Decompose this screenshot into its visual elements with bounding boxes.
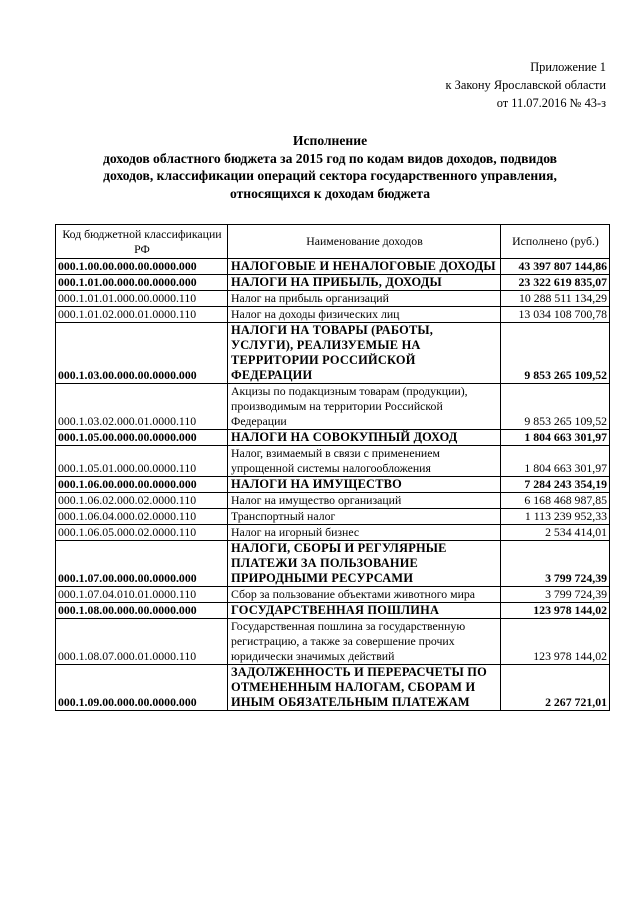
budget-code-cell: 000.1.06.02.000.02.0000.110 xyxy=(56,493,228,509)
table-row xyxy=(56,430,610,446)
revenue-name-cell: Налог, взимаемый в связи с применением упрощенной системы налогообложения xyxy=(228,446,501,477)
amount-cell: 1 804 663 301,97 xyxy=(501,446,610,477)
table-row xyxy=(56,446,610,477)
revenue-name-cell: Налог на имущество организаций xyxy=(228,493,501,509)
budget-code-cell: 000.1.01.00.000.00.0000.000 xyxy=(56,275,228,291)
amount-cell: 3 799 724,39 xyxy=(501,541,610,587)
amount-cell: 123 978 144,02 xyxy=(501,619,610,665)
appendix-line-2: к Закону Ярославской области xyxy=(445,78,606,92)
table-row xyxy=(56,384,610,430)
amount-cell: 9 853 265 109,52 xyxy=(501,323,610,384)
revenue-name-cell: Сбор за пользование объектами животного мира xyxy=(228,587,501,603)
revenue-name-cell: НАЛОГИ НА СОВОКУПНЫЙ ДОХОД xyxy=(228,430,501,446)
amount-cell: 10 288 511 134,29 xyxy=(501,291,610,307)
header-name: Наименование доходов xyxy=(228,225,501,259)
table-row xyxy=(56,307,610,323)
amount-cell: 3 799 724,39 xyxy=(501,587,610,603)
revenue-name-cell: НАЛОГИ, СБОРЫ И РЕГУЛЯРНЫЕ ПЛАТЕЖИ ЗА ПОЛЬЗОВАНИЕ ПРИРОДНЫМИ РЕСУРСАМИ xyxy=(228,541,501,587)
budget-code-cell: 000.1.05.01.000.00.0000.110 xyxy=(56,446,228,477)
revenue-table xyxy=(55,224,610,711)
amount-cell: 13 034 108 700,78 xyxy=(501,307,610,323)
table-row xyxy=(56,525,610,541)
revenue-name-cell: НАЛОГОВЫЕ И НЕНАЛОГОВЫЕ ДОХОДЫ xyxy=(228,259,501,275)
revenue-name-cell: Налог на игорный бизнес xyxy=(228,525,501,541)
budget-code-cell: 000.1.05.00.000.00.0000.000 xyxy=(56,430,228,446)
budget-code-cell: 000.1.06.04.000.02.0000.110 xyxy=(56,509,228,525)
table-row xyxy=(56,509,610,525)
budget-code-cell: 000.1.01.02.000.01.0000.110 xyxy=(56,307,228,323)
revenue-name-cell: НАЛОГИ НА ТОВАРЫ (РАБОТЫ, УСЛУГИ), РЕАЛИЗУЕМЫЕ НА ТЕРРИТОРИИ РОССИЙСКОЙ ФЕДЕРАЦИИ xyxy=(228,323,501,384)
budget-code-cell: 000.1.08.00.000.00.0000.000 xyxy=(56,603,228,619)
table-row xyxy=(56,665,610,711)
revenue-name-cell: Государственная пошлина за государственную регистрацию, а также за совершение прочих юридически значимых действий xyxy=(228,619,501,665)
table-row xyxy=(56,323,610,384)
budget-code-cell: 000.1.07.04.010.01.0000.110 xyxy=(56,587,228,603)
revenue-name-cell: Налог на доходы физических лиц xyxy=(228,307,501,323)
budget-code-cell: 000.1.08.07.000.01.0000.110 xyxy=(56,619,228,665)
amount-cell: 23 322 619 835,07 xyxy=(501,275,610,291)
appendix-note xyxy=(446,58,607,112)
revenue-name-cell: Транспортный налог xyxy=(228,509,501,525)
table-row xyxy=(56,291,610,307)
amount-cell: 2 534 414,01 xyxy=(501,525,610,541)
title-line-1: Исполнение xyxy=(292,133,368,148)
amount-cell: 7 284 243 354,19 xyxy=(501,477,610,493)
revenue-name-cell: НАЛОГИ НА ПРИБЫЛЬ, ДОХОДЫ xyxy=(228,275,501,291)
budget-code-cell: 000.1.06.05.000.02.0000.110 xyxy=(56,525,228,541)
amount-cell: 2 267 721,01 xyxy=(501,665,610,711)
table-body xyxy=(56,259,610,711)
amount-cell: 43 397 807 144,86 xyxy=(501,259,610,275)
budget-code-cell: 000.1.03.00.000.00.0000.000 xyxy=(56,323,228,384)
appendix-line-3: от 11.07.2016 № 43-з xyxy=(496,96,606,110)
table-row xyxy=(56,541,610,587)
revenue-name-cell: Налог на прибыль организаций xyxy=(228,291,501,307)
budget-code-cell: 000.1.09.00.000.00.0000.000 xyxy=(56,665,228,711)
appendix-line-1: Приложение 1 xyxy=(530,60,606,74)
amount-cell: 6 168 468 987,85 xyxy=(501,493,610,509)
budget-code-cell: 000.1.01.01.000.00.0000.110 xyxy=(56,291,228,307)
revenue-name-cell: Акцизы по подакцизным товарам (продукции), производимым на территории Российской Федерации xyxy=(228,384,501,430)
revenue-name-cell: ГОСУДАРСТВЕННАЯ ПОШЛИНА xyxy=(228,603,501,619)
table-row xyxy=(56,477,610,493)
amount-cell: 9 853 265 109,52 xyxy=(501,384,610,430)
header-amount: Исполнено (руб.) xyxy=(501,225,610,259)
table-row xyxy=(56,275,610,291)
budget-code-cell: 000.1.00.00.000.00.0000.000 xyxy=(56,259,228,275)
revenue-name-cell: НАЛОГИ НА ИМУЩЕСТВО xyxy=(228,477,501,493)
amount-cell: 123 978 144,02 xyxy=(501,603,610,619)
table-row xyxy=(56,619,610,665)
budget-code-cell: 000.1.07.00.000.00.0000.000 xyxy=(56,541,228,587)
amount-cell: 1 804 663 301,97 xyxy=(501,430,610,446)
budget-code-cell: 000.1.03.02.000.01.0000.110 xyxy=(56,384,228,430)
amount-cell: 1 113 239 952,33 xyxy=(501,509,610,525)
title-line-3: доходов, классификации операций сектора государственного управления, xyxy=(103,168,557,183)
table-row xyxy=(56,603,610,619)
budget-code-cell: 000.1.06.00.000.00.0000.000 xyxy=(56,477,228,493)
table-row xyxy=(56,493,610,509)
document-title xyxy=(40,132,620,202)
title-line-4: относящихся к доходам бюджета xyxy=(229,185,431,201)
table-row xyxy=(56,587,610,603)
title-line-2: доходов областного бюджета за 2015 год по кодам видов доходов, подвидов xyxy=(102,150,558,166)
header-code: Код бюджетной классификации РФ xyxy=(56,225,228,259)
revenue-name-cell: ЗАДОЛЖЕННОСТЬ И ПЕРЕРАСЧЕТЫ ПО ОТМЕНЕННЫМ НАЛОГАМ, СБОРАМ И ИНЫМ ОБЯЗАТЕЛЬНЫМ ПЛАТЕЖАМ xyxy=(228,665,501,711)
table-row xyxy=(56,259,610,275)
